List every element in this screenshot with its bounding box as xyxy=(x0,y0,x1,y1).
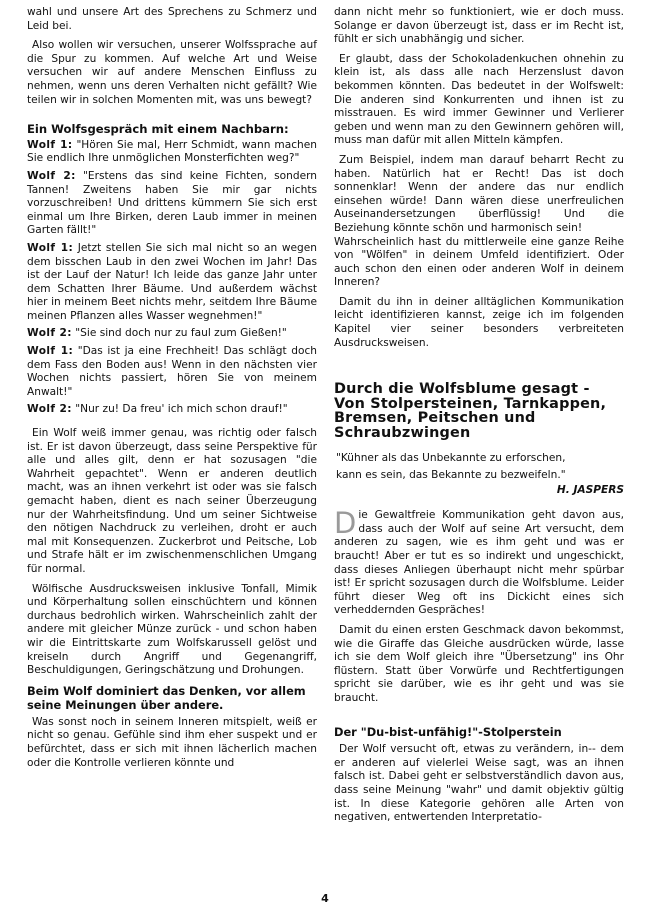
drop-cap: D xyxy=(334,506,357,541)
paragraph: Er glaubt, dass der Schokoladenkuchen ohnehin zu klein ist, als dass alle nach Herzenslust davon bekommen könnten. Das bedeutet in der Wolfswelt: Die anderen sind Konkurrenten und ihnen ist zu misstrauen. Es wird immer Gewinner und Verlierer geben und wenn man zu den Gewinnern gehören will, muss man dafür mit allen Mitteln kämpfen. xyxy=(334,52,624,147)
dialog-text: "Sie sind doch nur zu faul zum Gießen!" xyxy=(71,327,287,340)
speaker-label: Wolf 1: xyxy=(27,138,73,151)
paragraph: Zum Beispiel, indem man darauf beharrt Recht zu haben. Natürlich hat er Recht! Das ist doch sonnenklar! Wenn der andere das nur endlich einsehen würde! Dann wären diese unerfreulichen Auseinandersetzungen überflüssig! Und die Beziehung könnte schön und harmonisch sein! xyxy=(334,153,624,234)
dialog-line xyxy=(27,403,317,417)
dialog-text: Jetzt stellen Sie sich mal nicht so an wegen dem bisschen Laub in den zwei Wochen im Jahr! Das ist der Lauf der Natur! Ich leide das ganze Jahr unter dem Schatten Ihrer Bäume. Und außerdem wächst hier in meinem Beet nichts mehr, seitdem Ihre Bäume meinen Pflanzen alles Wasser wegnehmen!" xyxy=(27,241,317,322)
section-heading: Der "Du-bist-unfähig!"-Stolperstein xyxy=(334,724,562,739)
page-number: 4 xyxy=(321,892,329,905)
dialog-line xyxy=(27,170,317,238)
quote-line: kann es sein, das Bekannte zu bezweifeln." xyxy=(336,468,566,481)
section-heading: Ein Wolfsgespräch mit einem Nachbarn: xyxy=(27,122,289,137)
speaker-label: Wolf 2: xyxy=(27,403,72,416)
dialog-line xyxy=(27,345,317,399)
quote-author: H. JASPERS xyxy=(556,483,624,496)
dialog-text: "Erstens das sind keine Fichten, sondern Tannen! Zweitens haben Sie mir gar nichts vorzuschreiben! Und drittens kümmern Sie sich erst einmal um Ihre Birken, deren Laub immer in meinen Garten fällt!" xyxy=(27,169,318,237)
paragraph xyxy=(334,506,624,618)
dialog-text: "Nur zu! Da freu' ich mich schon drauf!" xyxy=(71,403,288,416)
section-heading: Beim Wolf dominiert das Denken, vor allem seine Meinungen über andere. xyxy=(27,683,306,712)
dialog-line xyxy=(27,242,317,324)
chapter-title: Durch die Wolfsblume gesagt - Von Stolpersteinen, Tarnkappen, Bremsen, Peitschen und Schraubzwingen xyxy=(334,381,607,442)
paragraph: Was sonst noch in seinem Inneren mitspielt, weiß er nicht so genau. Gefühle sind ihm eher suspekt und er befürchtet, dass er sich mit ihnen lächerlich machen oder die Kontrolle verlieren könnte und xyxy=(27,715,317,769)
speaker-label: Wolf 1: xyxy=(27,345,74,358)
paragraph: Damit du ihn in deiner alltäglichen Kommunikation leicht identifizieren kannst, zeige ich im folgenden Kapitel vier seiner besonders verbreiteten Ausdrucksweisen. xyxy=(334,295,624,349)
speaker-label: Wolf 2: xyxy=(27,169,76,182)
paragraph: Ein Wolf weiß immer genau, was richtig oder falsch ist. Er ist davon überzeugt, dass seine Perspektive für alle und alles gilt, denn er hat sozusagen "die Wahrheit gepachtet". Wenn er anderen deutlich macht, was an ihnen verkehrt ist oder was sie falsch gemacht haben, dient es nach seiner Überzeugung nur der Wahrheitsfindung. Und um seiner Sichtweise den nötigen Nachdruck zu verleihen, droht er auch mal mit Konsequenzen. Zuckerbrot und Peitsche, Lob und Strafe hält er im zwischenmenschlichen Umgang für normal. xyxy=(27,427,317,575)
paragraph: Der Wolf versucht oft, etwas zu verändern, in-- dem er anderen auf vielerlei Weise sagt, was an ihnen falsch ist. Dabei geht er selbstverständlich davon aus, dass seine Meinung "wahr" und damit objektiv gültig ist. In diese Kategorie gehören alle Arten von negativen, entwertenden Interpretatio- xyxy=(334,743,624,824)
speaker-label: Wolf 2: xyxy=(27,327,72,340)
paragraph-text: ie Gewaltfreie Kommunikation geht davon aus, dass auch der Wolf auf seine Art versucht, dem anderen zu sagen, wie es ihm geht und was er braucht! Aber er tut es so indirekt und ungeschickt, dass dieses Anliegen überhaupt nicht mehr spürbar ist! Er spricht sozusagen durch die Wolfsblume. Leider führt dieser Weg oft ins Dickicht eines sich verheddernden Gespräches! xyxy=(334,509,624,617)
paragraph: Damit du einen ersten Geschmack davon bekommst, wie die Giraffe das Gleiche ausdrücken würde, lasse ich sie dem Wolf gleich ihre "Übersetzung" ins Ohr flüstern. Statt über Vorwürfe und Rechtfertigungen spricht sie darüber, wie es ihr geht und was sie braucht. xyxy=(334,623,624,704)
dialog-line xyxy=(27,139,317,166)
paragraph: wahl und unsere Art des Sprechens zu Schmerz und Leid bei. xyxy=(27,6,317,32)
paragraph: Also wollen wir versuchen, unserer Wolfssprache auf die Spur zu kommen. Auf welche Art und Weise versuchen wir auf andere Menschen Einfluss zu nehmen, wenn uns deren Verhalten nicht gefällt? Wie teilen wir in solchen Momenten mit, was uns bewegt? xyxy=(27,39,317,106)
paragraph: Wölfische Ausdrucksweisen inklusive Tonfall, Mimik und Körperhaltung sollen einschüchtern und können durchaus bedrohlich wirken. Wahrscheinlich zahlt der andere mit gleicher Münze zurück - und schon haben wir die Eintrittskarte zum Wolfskarussell gelöst und kreiseln durch Angriff und Gegenangriff, Beschuldigungen, Geringschätzung und Drohungen. xyxy=(27,582,317,677)
dialog-text: "Das ist ja eine Frechheit! Das schlägt doch dem Fass den Boden aus! Wenn in den nächsten vier Wochen nichts passiert, hören Sie von meinem Anwalt!" xyxy=(27,345,318,398)
dialog-line xyxy=(27,327,317,341)
paragraph: Wahrscheinlich hast du mittlerweile eine ganze Reihe von "Wölfen" in deinem Umfeld identifiziert. Oder auch schon den einen oder anderen Wolf in deinem Inneren? xyxy=(334,235,624,289)
paragraph: dann nicht mehr so funktioniert, wie er doch muss. Solange er davon überzeugt ist, dass er im Recht ist, fühlt er sich unabhängig und sicher. xyxy=(334,6,624,46)
right-column xyxy=(334,6,624,831)
quote-line: "Kühner als das Unbekannte zu erforschen, xyxy=(336,451,566,464)
left-column xyxy=(27,6,317,776)
dialog-text: "Hören Sie mal, Herr Schmidt, wann machen Sie endlich Ihre unmöglichen Monsterfichten weg?" xyxy=(27,138,317,165)
speaker-label: Wolf 1: xyxy=(27,241,74,254)
